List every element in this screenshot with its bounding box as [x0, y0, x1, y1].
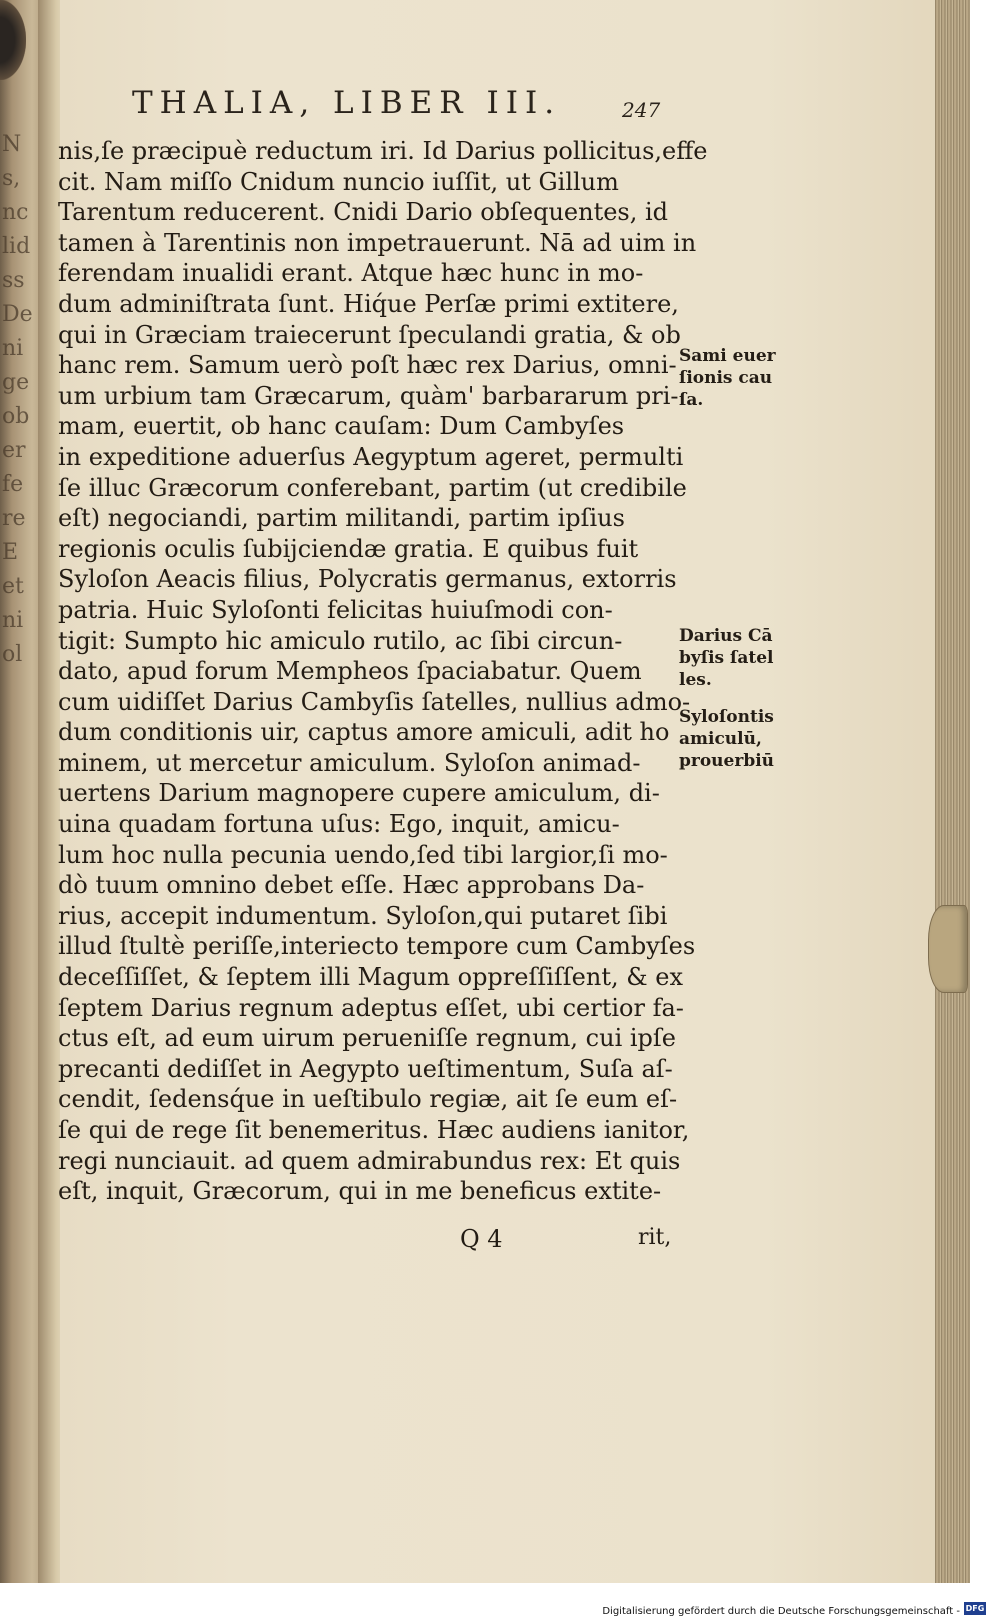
body-line: um urbium tam Græcarum, quàm' barbararum pri- [58, 381, 679, 410]
marginal-note-line: ſa. [679, 390, 704, 410]
marginal-note-line: Sami euer [679, 346, 776, 366]
previous-page-fragment: ni [2, 336, 24, 361]
marginal-note-line: Syloſontis [679, 707, 774, 727]
body-line: dum conditionis uir, captus amore amiculi, adit ho [58, 718, 670, 747]
body-line: eſt) negociandi, partim militandi, partim ipſius [58, 504, 625, 533]
body-line: precanti dediſſet in Aegypto ueſtimentum, Suſa aſ- [58, 1054, 673, 1083]
marginal-note-darius [679, 625, 773, 691]
page-number: 247 [622, 98, 661, 122]
page-stack-edge [935, 0, 970, 1583]
previous-page-fragment: N [2, 132, 22, 157]
body-line: in expeditione aduerſus Aegyptum ageret, permulti [58, 442, 684, 471]
marginal-note-line: amiculū, [679, 729, 762, 749]
previous-page-fragment: nc [2, 200, 29, 225]
body-line: rius, accepit indumentum. Syloſon,qui putaret ſibi [58, 901, 668, 930]
body-line: tigit: Sumpto hic amiculo rutilo, ac ſibi circun- [58, 626, 623, 655]
bookmark-tab [928, 905, 968, 993]
binding-clip [0, 0, 26, 80]
body-line: ctus eſt, ad eum uirum perueniſſe regnum, cui ipſe [58, 1024, 676, 1053]
body-line: regi nunciauit. ad quem admirabundus rex: Et quis [58, 1146, 681, 1175]
marginal-note-line: Darius Cā [679, 626, 773, 646]
body-line: dato, apud forum Mempheos ſpaciabatur. Quem [58, 657, 642, 686]
body-line: nis,ſe præcipuè reductum iri. Id Darius pollicitus,effe [58, 137, 708, 165]
body-line: cendit, ſedensq́ue in ueſtibulo regiæ, ait ſe eum eſ- [58, 1085, 678, 1114]
digitization-credit: Digitalisierung gefördert durch die Deutsche Forschungsgemeinschaft - [602, 1606, 960, 1617]
previous-page-fragment: ob [2, 404, 30, 429]
body-line: Syloſon Aeacis filius, Polycratis germanus, extorris [58, 565, 677, 594]
previous-page-fragment: lid [2, 234, 31, 259]
body-line: cum uidiſſet Darius Cambyſis ſatelles, nullius admo- [58, 687, 691, 716]
marginal-note-line: ſionis cau [679, 368, 773, 388]
body-line: hanc rem. Samum uerò poſt hæc rex Darius, omni- [58, 351, 677, 380]
previous-page-fragment: er [2, 438, 26, 463]
previous-page-fragment: E [2, 540, 19, 565]
body-line: lum hoc nulla pecunia uendo,ſed tibi largior,ſi mo- [58, 840, 668, 869]
marginal-note-line: prouerbiū [679, 751, 775, 771]
marginal-note-line: les. [679, 670, 712, 690]
previous-page-fragment: ge [2, 370, 30, 395]
marginal-note-sylosontis [679, 706, 774, 772]
previous-page-fragment: ss [2, 268, 25, 293]
body-line: ſe qui de rege ſit benemeritus. Hæc audiens ianitor, [58, 1116, 690, 1144]
previous-page-fragment: ni [2, 608, 24, 633]
body-line: dò tuum omnino debet eſſe. Hæc approbans Da- [58, 871, 645, 900]
dfg-logo: DFG [965, 1604, 985, 1613]
body-line: deceſſiſſet, & ſeptem illi Magum oppreſſiſſent, & ex [58, 963, 683, 992]
body-line: uina quadam fortuna uſus: Ego, inquit, amicu- [58, 810, 620, 839]
body-line: dum adminiſtrata ſunt. Hiq́ue Perſæ primi extitere, [58, 289, 679, 318]
marginal-note-sami [679, 345, 776, 411]
body-line: regionis oculis ſubijciendæ gratia. E quibus fuit [58, 534, 639, 563]
body-line: ſe illuc Græcorum conferebant, partim (ut credibile [58, 473, 687, 502]
marginal-note-line: byſis ſatel [679, 648, 774, 668]
previous-page-fragment: De [2, 302, 33, 327]
body-line: eſt, inquit, Græcorum, qui in me beneficus extite- [58, 1177, 662, 1206]
catchword: rit, [638, 1225, 672, 1250]
body-line: mam, euertit, ob hanc cauſam: Dum Cambyſes [58, 412, 625, 441]
previous-page-edge [0, 0, 40, 1583]
body-line: ferendam inualidi erant. Atque hæc hunc in mo- [58, 259, 644, 288]
body-line: minem, ut mercetur amiculum. Syloſon animad- [58, 748, 641, 777]
body-line: ſeptem Darius regnum adeptus eſſet, ubi certior fa- [58, 993, 684, 1022]
previous-page-fragment: s, [2, 166, 21, 191]
previous-page-fragment: re [2, 506, 26, 531]
previous-page-fragment: et [2, 574, 24, 599]
body-line: uertens Darium magnopere cupere amiculum, di- [58, 779, 660, 808]
signature-mark: Q 4 [460, 1225, 503, 1253]
running-head: THALIA, LIBER III. [132, 85, 562, 121]
body-line: illud ſtultè periſſe,interiecto tempore cum Cambyſes [58, 932, 696, 961]
body-text [58, 136, 708, 1207]
body-line: patria. Huic Syloſonti felicitas huiuſmodi con- [58, 595, 613, 624]
previous-page-fragment: ol [2, 642, 23, 667]
body-line: Tarentum reducerent. Cnidi Dario obſequentes, id [58, 198, 669, 227]
body-line: tamen à Tarentinis non impetrauerunt. Nā ad uim in [58, 228, 697, 257]
body-line: qui in Græciam traiecerunt ſpeculandi gratia, & ob [58, 320, 681, 349]
body-line: cit. Nam miſſo Cnidum nuncio iuſſit, ut Gillum [58, 167, 619, 196]
previous-page-fragment: fe [2, 472, 24, 497]
